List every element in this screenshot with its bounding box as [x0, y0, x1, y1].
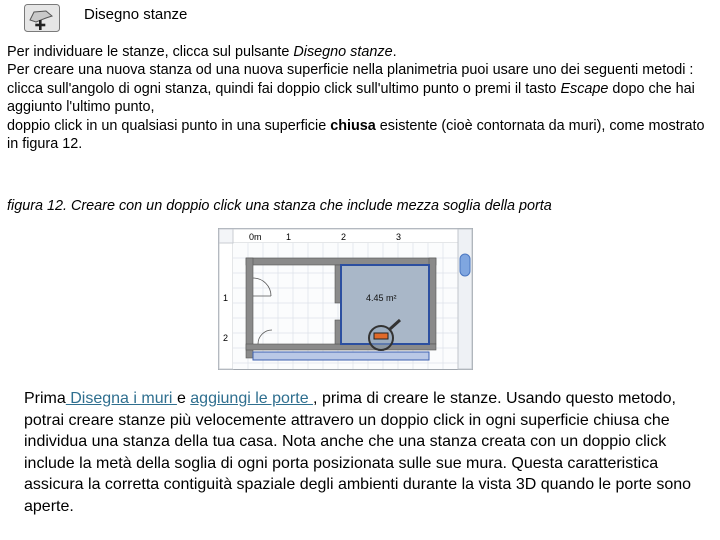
- intro-line-4: doppio click in un qualsiasi punto in una superficie chiusa esistente (cioè contornata da muri), come mostrato in figura 12.: [7, 117, 705, 153]
- section-title: Disegno stanze: [84, 6, 188, 23]
- tip-text: Prima: [24, 390, 66, 407]
- ruler-left-label: 1: [223, 293, 229, 303]
- intro-line-1: Per individuare le stanze, clicca sul pulsante Disegno stanze.: [7, 44, 397, 60]
- tip-text: , prima di creare le stanze. Usando questo metodo, potrai creare stanze più velocemente attravero un doppio click in ogni superficie chiusa che individua una stanza della tua casa. Nota anche che una stanza creata con un doppio click include la metà della soglia di ogni porta posizionata sulle sue mura. Questa caratteristica assicura la corretta contiguità spaziale degli ambienti durante la vista 3D quando le porte sono aperte.: [24, 390, 692, 515]
- figure-caption: figura 12. Creare con un doppio click una stanza che include mezza soglia della porta: [7, 198, 552, 214]
- ruler-top-label: 0m: [249, 232, 262, 242]
- ruler-top-label: 1: [286, 232, 292, 242]
- intro-line-3: clicca sull'angolo di ogni stanza, quindi fai doppio click sull'ultimo punto o premi il tasto Escape dopo che hai aggiunto l'ultimo punto,: [7, 80, 695, 116]
- tip-text: e: [176, 390, 191, 407]
- ruler-top-label: 2: [341, 232, 347, 242]
- ruler-top-label: 3: [396, 232, 402, 242]
- draw-room-plus-icon[interactable]: [24, 4, 60, 32]
- intro-line-2: Per creare una nuova stanza od una nuova superficie nella planimetria puoi usare uno dei seguenti metodi :: [7, 62, 694, 79]
- floor-plan-figure: [218, 228, 473, 370]
- intro-paragraph: [7, 43, 707, 153]
- ruler-left-label: 2: [223, 333, 229, 343]
- draw-walls-link[interactable]: Disegna i muri: [65, 390, 177, 407]
- add-doors-link[interactable]: aggiungi le porte: [190, 390, 314, 407]
- tip-paragraph: [24, 388, 704, 518]
- floor-plan-image: [218, 228, 473, 370]
- room-area-label: 4.45 m²: [366, 293, 397, 303]
